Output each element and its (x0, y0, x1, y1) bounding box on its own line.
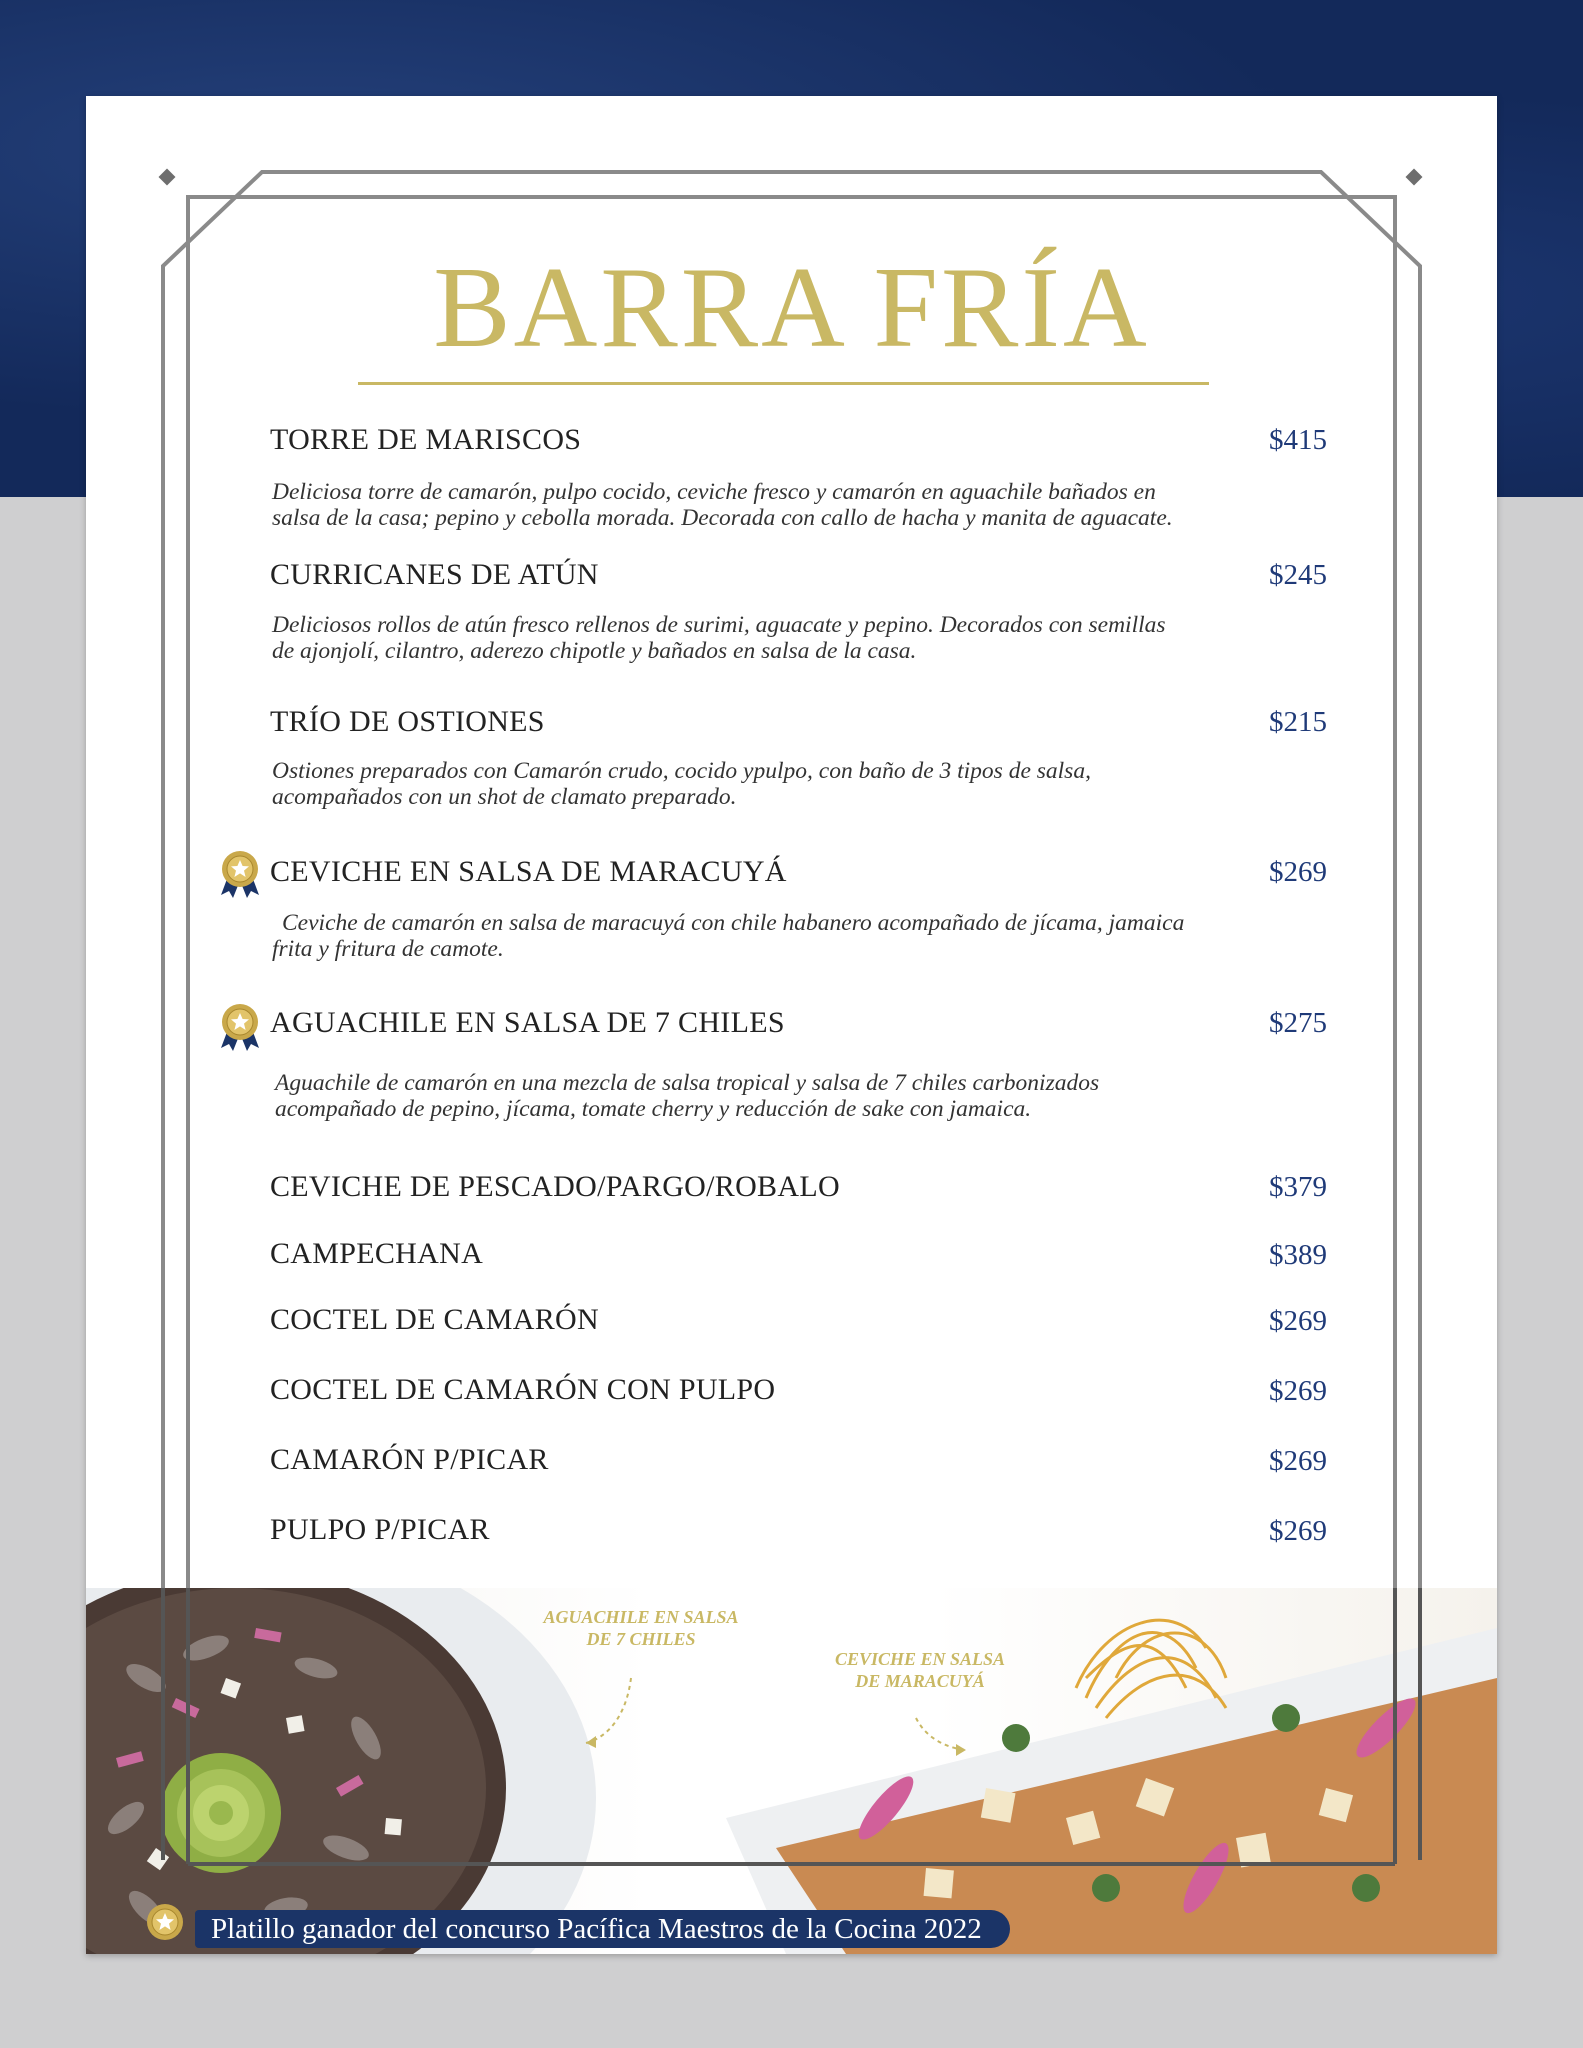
description-line: Ostiones preparados con Camarón crudo, cocido ypulpo, con baño de 3 tipos de salsa, (272, 758, 1091, 784)
photo-label-line: DE 7 CHILES (586, 1629, 696, 1649)
item-name-campechana: CAMPECHANA (270, 1237, 484, 1270)
item-name-aguachile-en-salsa-de-7-chiles: AGUACHILE EN SALSA DE 7 CHILES (270, 1006, 785, 1039)
photo-label-line: DE MARACUYÁ (855, 1671, 985, 1691)
item-name-coctel-de-camaron-con-pulpo: COCTEL DE CAMARÓN CON PULPO (270, 1373, 776, 1406)
description-line: Deliciosos rollos de atún fresco rellenos de surimi, aguacate y pepino. Decorados con semillas (272, 612, 1166, 638)
item-price-coctel-de-camaron-con-pulpo: $269 (1269, 1375, 1327, 1407)
item-price-ceviche-de-pescado: $379 (1269, 1171, 1327, 1203)
item-description-trio-de-ostiones (272, 758, 1232, 810)
item-name-coctel-de-camaron: COCTEL DE CAMARÓN (270, 1303, 599, 1336)
food-photo-strip (86, 1588, 1497, 1954)
photo-label-line: AGUACHILE EN SALSA (543, 1607, 739, 1627)
page-title: BARRA FRÍA (433, 244, 1150, 372)
photo-label-ceviche (810, 1648, 1030, 1692)
item-name-ceviche-de-pescado: CEVICHE DE PESCADO/PARGO/ROBALO (270, 1170, 840, 1203)
description-line: acompañados con un shot de clamato preparado. (272, 784, 737, 810)
item-price-campechana: $389 (1269, 1239, 1327, 1271)
award-medal-icon (217, 1002, 263, 1052)
description-line: salsa de la casa; pepino y cebolla morada. Decorada con callo de hacha y manita de aguacate. (272, 505, 1173, 531)
item-name-camaron-p-picar: CAMARÓN P/PICAR (270, 1443, 549, 1476)
item-price-torre-de-mariscos: $415 (1269, 424, 1327, 456)
description-line: Ceviche de camarón en salsa de maracuyá con chile habanero acompañado de jícama, jamaica (282, 910, 1185, 936)
item-name-ceviche-en-salsa-de-maracuya: CEVICHE EN SALSA DE MARACUYÁ (270, 855, 787, 888)
item-price-trio-de-ostiones: $215 (1269, 706, 1327, 738)
item-price-aguachile-en-salsa-de-7-chiles: $275 (1269, 1007, 1327, 1039)
item-price-pulpo-p-picar: $269 (1269, 1515, 1327, 1547)
title-underline (358, 382, 1209, 385)
item-name-curricanes-de-atun: CURRICANES DE ATÚN (270, 558, 599, 591)
item-price-coctel-de-camaron: $269 (1269, 1305, 1327, 1337)
award-medal-icon (145, 1902, 185, 1946)
description-line: acompañado de pepino, jícama, tomate cherry y reducción de sake con jamaica. (275, 1096, 1032, 1122)
item-description-curricanes-de-atun (272, 612, 1232, 664)
item-price-curricanes-de-atun: $245 (1269, 559, 1327, 591)
photo-label-aguachile (531, 1606, 751, 1650)
description-line: Aguachile de camarón en una mezcla de salsa tropical y salsa de 7 chiles carbonizados (275, 1070, 1100, 1096)
description-line: de ajonjolí, cilantro, aderezo chipotle y bañados en salsa de la casa. (272, 638, 917, 664)
item-name-trio-de-ostiones: TRÍO DE OSTIONES (270, 705, 545, 738)
food-photo-illustration (86, 1588, 1497, 1954)
description-line: frita y fritura de camote. (272, 936, 504, 962)
item-price-ceviche-en-salsa-de-maracuya: $269 (1269, 856, 1327, 888)
item-description-aguachile-en-salsa-de-7-chiles (272, 1070, 1232, 1122)
description-line: Deliciosa torre de camarón, pulpo cocido, ceviche fresco y camarón en aguachile bañados en (272, 479, 1156, 505)
award-note-banner: Platillo ganador del concurso Pacífica Maestros de la Cocina 2022 (195, 1910, 1010, 1948)
item-description-torre-de-mariscos (272, 479, 1232, 531)
item-name-pulpo-p-picar: PULPO P/PICAR (270, 1513, 490, 1546)
award-medal-icon (217, 849, 263, 899)
item-description-ceviche-en-salsa-de-maracuya (272, 910, 1232, 962)
photo-label-line: CEVICHE EN SALSA (834, 1649, 1006, 1669)
item-price-camaron-p-picar: $269 (1269, 1445, 1327, 1477)
item-name-torre-de-mariscos: TORRE DE MARISCOS (270, 423, 582, 456)
